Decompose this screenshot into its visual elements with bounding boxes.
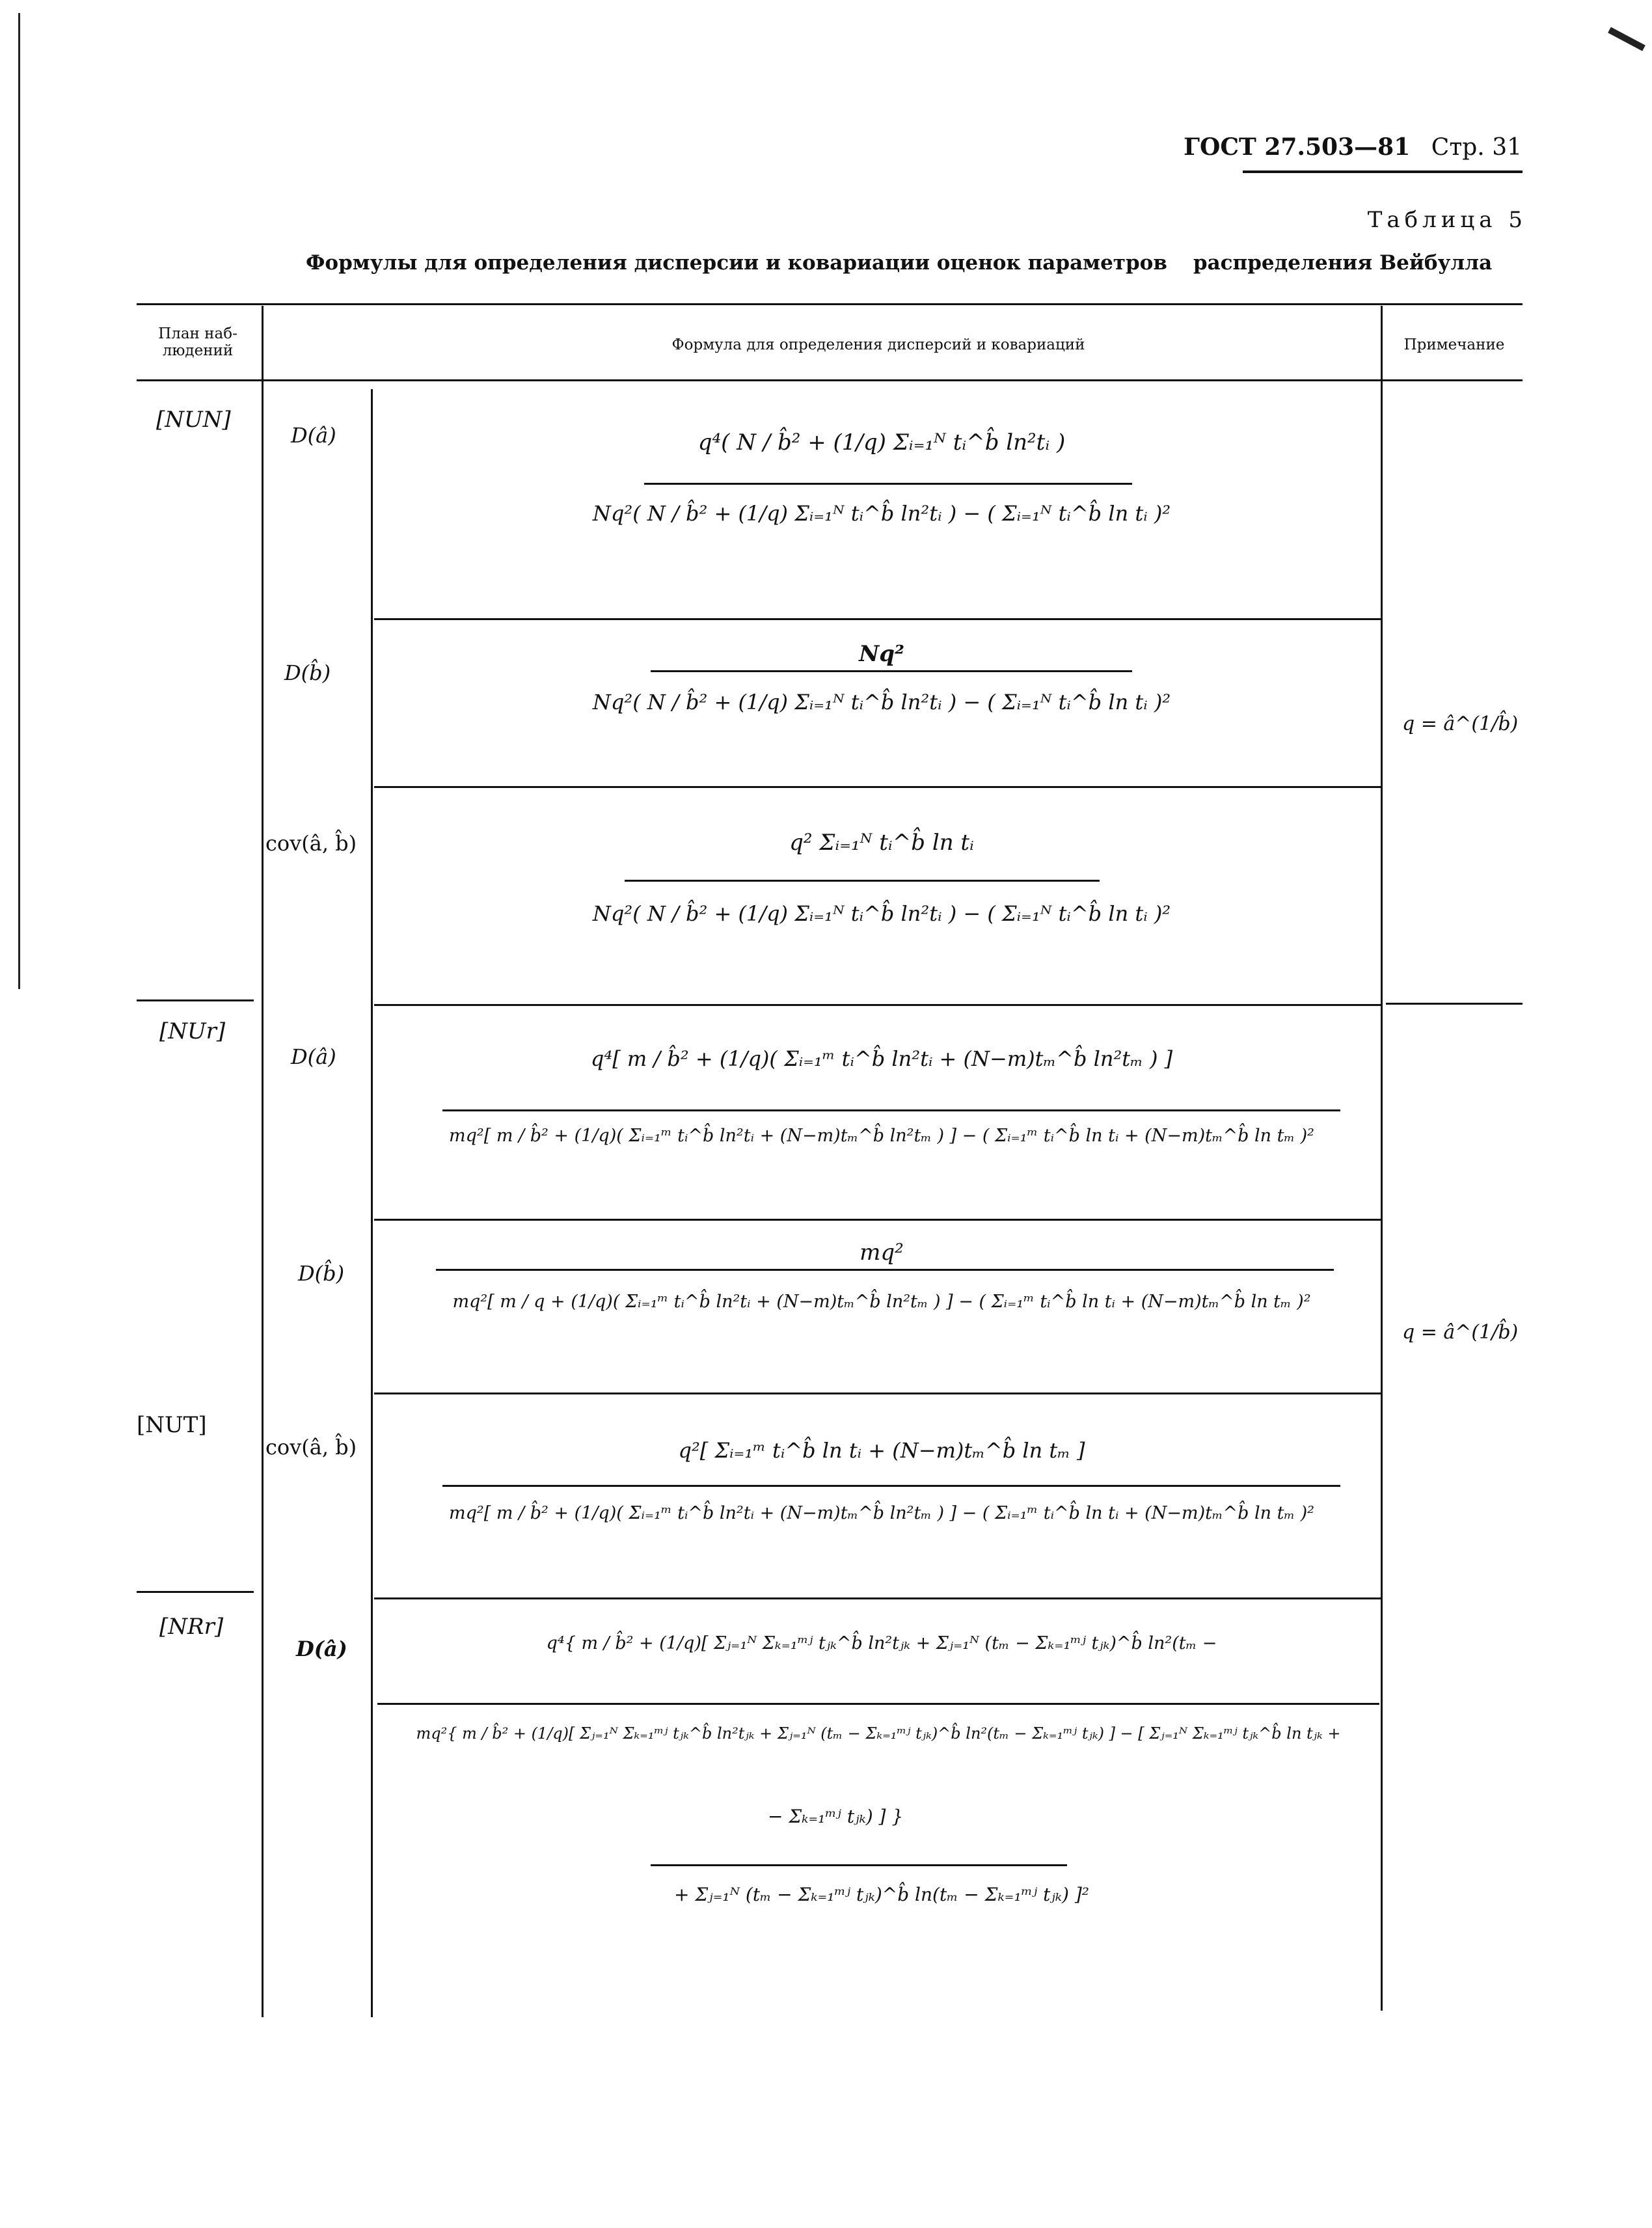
col-head-formula: Формула для определения дисперсий и ковариаций xyxy=(671,336,1085,353)
col-divider-2 xyxy=(371,389,373,2017)
note-q-def: q = â^(1/b̂) xyxy=(1402,1321,1519,1344)
table-header-rule xyxy=(137,379,1523,381)
fraction-bar xyxy=(442,1109,1340,1111)
label-d-b: D(b̂) xyxy=(284,660,331,685)
fraction-bar xyxy=(442,1485,1340,1487)
table-caption xyxy=(306,251,1492,275)
numerator: q²[ Σᵢ₌₁ᵐ tᵢ^b̂ ln tᵢ + (N−m)tₘ^b̂ ln tₘ ] xyxy=(678,1438,1085,1463)
numerator: q⁴( N / b̂² + (1/q) Σᵢ₌₁ᴺ tᵢ^b̂ ln²tᵢ ) xyxy=(697,429,1066,455)
row-rule xyxy=(374,1392,1383,1394)
table-label: Таблица 5 xyxy=(1367,207,1527,233)
standard-number: ГОСТ 27.503—81 xyxy=(1184,133,1411,161)
numerator: q⁴[ m / b̂² + (1/q)( Σᵢ₌₁ᵐ tᵢ^b̂ ln²tᵢ + (N−m)tₘ^b̂ ln²tₘ ) ] xyxy=(590,1046,1173,1071)
col-head-plan-line2: людений xyxy=(162,342,234,359)
denominator: mq²[ m / b̂² + (1/q)( Σᵢ₌₁ᵐ tᵢ^b̂ ln²tᵢ + (N−m)tₘ^b̂ ln²tₘ ) ] − ( Σᵢ₌₁ᵐ tᵢ^b̂ ln tᵢ + (N−m)tₘ^b̂ ln tₘ )² xyxy=(449,1126,1314,1146)
denominator: mq²[ m / q + (1/q)( Σᵢ₌₁ᵐ tᵢ^b̂ ln²tᵢ + (N−m)tₘ^b̂ ln²tₘ ) ] − ( Σᵢ₌₁ᵐ tᵢ^b̂ ln tᵢ + (N−m)tₘ^b̂ ln tₘ )² xyxy=(452,1292,1311,1312)
row-rule xyxy=(374,1597,1383,1599)
plan-nun: [NUN] xyxy=(156,407,231,433)
fraction-bar xyxy=(651,670,1132,672)
col-divider-3 xyxy=(1381,306,1383,2011)
col-head-plan-line1: План наб- xyxy=(158,325,237,342)
plan-nut: [NUT] xyxy=(137,1412,207,1438)
denominator: mq²{ m / b̂² + (1/q)[ Σⱼ₌₁ᴺ Σₖ₌₁ᵐʲ tⱼₖ^b̂ ln²tⱼₖ + Σⱼ₌₁ᴺ (tₘ − Σₖ₌₁ᵐʲ tⱼₖ)^b̂ ln²(tₘ − Σₖ₌₁ᵐʲ tⱼₖ) ] − [ Σⱼ₌₁ᴺ Σₖ₌₁ᵐʲ tⱼₖ^b̂ ln tⱼₖ + xyxy=(416,1724,1341,1743)
row-rule xyxy=(374,1219,1383,1221)
label-d-a: D(â) xyxy=(296,1637,347,1661)
fraction-bar xyxy=(377,1703,1379,1705)
denominator: Nq²( N / b̂² + (1/q) Σᵢ₌₁ᴺ tᵢ^b̂ ln²tᵢ ) − ( Σᵢ₌₁ᴺ tᵢ^b̂ ln tᵢ )² xyxy=(592,690,1171,714)
denominator: mq²[ m / b̂² + (1/q)( Σᵢ₌₁ᵐ tᵢ^b̂ ln²tᵢ + (N−m)tₘ^b̂ ln²tₘ ) ] − ( Σᵢ₌₁ᵐ tᵢ^b̂ ln tᵢ + (N−m)tₘ^b̂ ln tₘ )² xyxy=(449,1503,1314,1523)
row-rule xyxy=(374,1004,1383,1006)
col-divider-1 xyxy=(262,306,264,2017)
label-cov-ab: cov(â, b̂) xyxy=(265,831,357,856)
scan-edge-mark xyxy=(18,13,20,989)
col-head-plan xyxy=(139,325,256,359)
row-rule xyxy=(374,786,1383,788)
caption-main: Формулы для определения дисперсии и ковариации оценок параметров xyxy=(306,251,1167,275)
row-rule xyxy=(374,618,1383,620)
numerator: mq² xyxy=(860,1240,904,1266)
numerator: q⁴{ m / b̂² + (1/q)[ Σⱼ₌₁ᴺ Σₖ₌₁ᵐʲ tⱼₖ^b̂ ln²tⱼₖ + Σⱼ₌₁ᴺ (tₘ − Σₖ₌₁ᵐʲ tⱼₖ)^b̂ ln²(tₘ − xyxy=(546,1633,1217,1653)
page-number: Стр. 31 xyxy=(1431,134,1522,161)
fraction-bar xyxy=(436,1269,1334,1271)
plan-rule xyxy=(137,999,254,1001)
denominator-continuation: − Σₖ₌₁ᵐʲ tⱼₖ) ] } xyxy=(768,1806,904,1827)
fraction-bar xyxy=(625,880,1100,882)
label-d-b: D(b̂) xyxy=(298,1261,345,1286)
label-d-a: D(â) xyxy=(291,1044,336,1069)
header-rule xyxy=(1243,170,1523,173)
denominator: Nq²( N / b̂² + (1/q) Σᵢ₌₁ᴺ tᵢ^b̂ ln²tᵢ ) − ( Σᵢ₌₁ᴺ tᵢ^b̂ ln tᵢ )² xyxy=(592,901,1171,926)
table-top-rule xyxy=(137,303,1523,305)
plan-nur: [NUr] xyxy=(159,1018,226,1044)
denominator: Nq²( N / b̂² + (1/q) Σᵢ₌₁ᴺ tᵢ^b̂ ln²tᵢ ) − ( Σᵢ₌₁ᴺ tᵢ^b̂ ln tᵢ )² xyxy=(592,501,1171,526)
label-cov-ab: cov(â, b̂) xyxy=(265,1435,357,1460)
plan-rule xyxy=(137,1591,254,1593)
caption-rest: распределения Вейбулла xyxy=(1193,251,1493,275)
plan-nrr: [NRr] xyxy=(159,1614,224,1640)
scan-corner-mark xyxy=(1608,27,1645,51)
fraction-bar xyxy=(651,1864,1067,1866)
note-rule xyxy=(1386,1003,1523,1005)
numerator: Nq² xyxy=(859,641,904,667)
numerator: q² Σᵢ₌₁ᴺ tᵢ^b̂ ln tᵢ xyxy=(789,830,974,856)
page-header xyxy=(1184,133,1522,161)
denominator-tail: + Σⱼ₌₁ᴺ (tₘ − Σₖ₌₁ᵐʲ tⱼₖ)^b̂ ln(tₘ − Σₖ₌₁ᵐʲ tⱼₖ) ]² xyxy=(674,1884,1089,1905)
label-d-a: D(â) xyxy=(291,423,336,448)
col-head-note: Примечание xyxy=(1403,336,1505,353)
note-q-def: q = â^(1/b̂) xyxy=(1402,713,1519,735)
fraction-bar xyxy=(644,483,1132,485)
